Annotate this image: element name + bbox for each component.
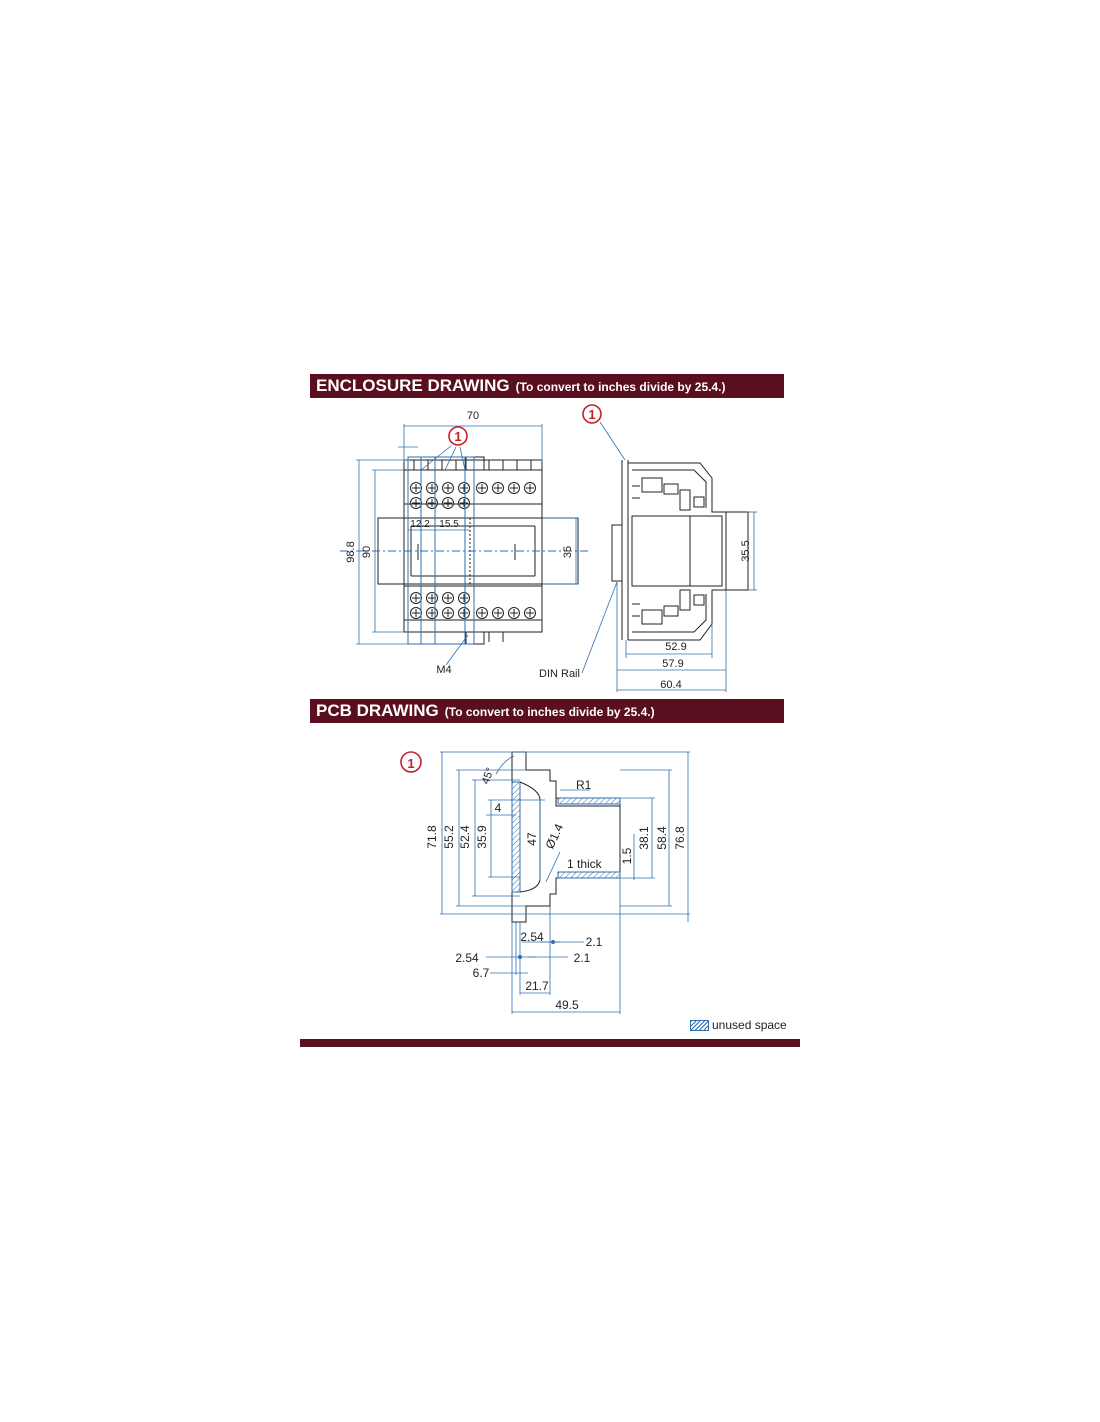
enclosure-side-callout: 1	[588, 407, 596, 422]
enclosure-side-view	[612, 460, 748, 640]
dim-2-1-upper: 2.1	[585, 935, 603, 949]
dim-71-8: 71.8	[425, 825, 439, 849]
dim-55-2: 55.2	[442, 825, 456, 849]
dim-38-1: 38.1	[637, 826, 651, 850]
dim-76-8: 76.8	[673, 826, 687, 850]
dim-2-54-lower: 2.54	[455, 951, 479, 965]
dim-side-35-5: 35.5	[740, 540, 752, 562]
terminal-screws-top	[411, 483, 536, 509]
dim-depth-52-9: 52.9	[665, 641, 687, 653]
dim-depth-60-4: 60.4	[660, 679, 682, 691]
dim-58-4: 58.4	[655, 826, 669, 850]
pcb-heading-note: (To convert to inches divide by 25.4.)	[444, 705, 655, 719]
label-din-rail: DIN Rail	[539, 668, 580, 680]
pcb-pin-1	[518, 955, 522, 959]
enclosure-heading-note: (To convert to inches divide by 25.4.)	[515, 380, 726, 394]
legend-label: unused space	[712, 1018, 787, 1032]
dim-2-54-upper: 2.54	[520, 930, 544, 944]
hatch-swatch	[690, 1020, 709, 1031]
pcb-callout: 1	[407, 756, 415, 771]
dim-height-98-8: 98.8	[345, 541, 357, 563]
dim-rail-35: 35	[562, 545, 574, 559]
dim-width-70: 70	[466, 410, 480, 422]
dim-21-7: 21.7	[525, 979, 549, 993]
dim-1-5: 1.5	[620, 847, 634, 865]
dim-6-7: 6.7	[472, 966, 490, 980]
dim-52-4: 52.4	[458, 825, 472, 849]
dim-r1: R1	[576, 778, 592, 792]
pcb-pin-2	[551, 940, 555, 944]
dim-pitch-12-2: 12.2	[410, 519, 430, 530]
enclosure-front-callout: 1	[454, 429, 462, 444]
dim-47: 47	[525, 832, 539, 846]
terminal-screws-bottom	[411, 593, 536, 619]
pcb-heading: PCB DRAWING	[316, 701, 439, 720]
dim-4: 4	[494, 801, 502, 815]
dim-45-deg: 45°	[479, 766, 497, 786]
dim-35-9: 35.9	[475, 825, 489, 849]
dim-pitch-15-5: 15.5	[439, 519, 459, 530]
label-m4: M4	[436, 664, 452, 676]
dim-depth-57-9: 57.9	[662, 658, 684, 670]
dim-2-1-lower: 2.1	[573, 951, 591, 965]
legend	[690, 1018, 787, 1032]
dim-height-90: 90	[361, 545, 373, 559]
dim-49-5: 49.5	[555, 998, 579, 1012]
dim-hole-1-4: Ø1.4	[542, 821, 567, 852]
label-1-thick: 1 thick	[567, 857, 602, 871]
enclosure-heading: ENCLOSURE DRAWING	[316, 376, 510, 395]
enclosure-front-view	[340, 457, 590, 644]
